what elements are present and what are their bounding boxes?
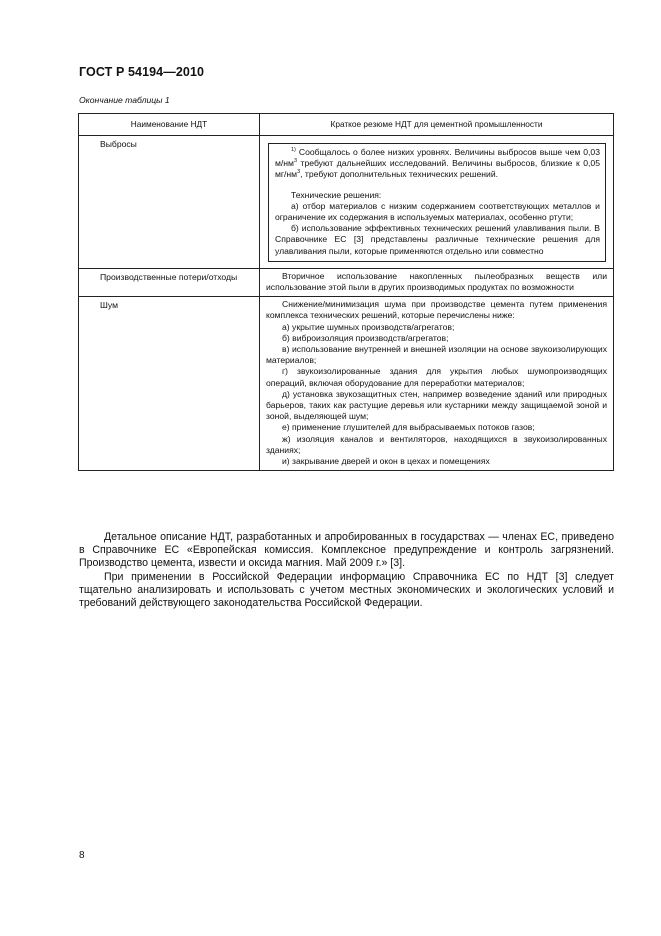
noise-item: ж) изоляция каналов и вентиляторов, находящихся в звукоизолированных зданиях; (266, 433, 607, 455)
footnote-part-2: требуют дальнейших исследований. Величины выбросов, близкие к 0,05 мг/нм (275, 158, 600, 180)
losses-text: Вторичное использование накопленных пылеобразных веществ или использование этой пыли в других производимых продуктах по возможности (266, 270, 607, 293)
body-paragraph: При применении в Российской Федерации информацию Справочника ЕС по НДТ [3] следует тщательно анализировать и использовать с учетом местных экономических и экологических условий и требований действующего законодательства Российской Федерации. (79, 570, 614, 610)
solution-a: а) отбор материалов с низким содержанием соответствующих металлов и ограничение их содержания в используемых материалах, особенно ртути; (275, 200, 600, 223)
footnote-part-1: Сообщалось о более низких уровнях. Величины выбросов выше чем 0,03 м/нм (275, 147, 600, 169)
table-header-row (79, 114, 614, 136)
body-paragraph: Детальное описание НДТ, разработанных и апробированных в государствах — членах ЕС, приведено в Справочнике ЕС «Европейская комиссия. Комплексное предупреждение и контроль загрязнений. Производство цемента, извести и оксида магния. Май 2009 г.» [3]. (79, 531, 614, 570)
body-text (79, 531, 614, 610)
noise-intro: Снижение/минимизация шума при производстве цемента путем применения комплекса технических решений, которые перечислены ниже: (266, 299, 607, 321)
page-number: 8 (79, 850, 85, 861)
table-row (79, 136, 614, 269)
superscript-3b: 3 (297, 169, 301, 176)
row-desc-noise (260, 297, 614, 471)
row-name-noise: Шум (79, 297, 260, 471)
col-header-name: Наименование НДТ (79, 114, 260, 136)
noise-item: в) использование внутренней и внешней изоляции на основе звукоизолирующих материалов; (266, 344, 607, 366)
footnote-part-3: , требуют дополнительных технических решений. (300, 169, 499, 180)
table-caption: Окончание таблицы 1 (79, 95, 170, 105)
table-row (79, 268, 614, 296)
standard-number: ГОСТ Р 54194—2010 (79, 65, 205, 79)
col-header-summary: Краткое резюме НДТ для цементной промышленности (260, 114, 614, 136)
bat-table (78, 113, 614, 471)
superscript-3a: 3 (293, 158, 298, 165)
row-name-emissions: Выбросы (79, 136, 260, 269)
row-desc-emissions (260, 136, 614, 269)
footnote-mark: 1) (291, 147, 296, 153)
noise-item: и) закрывание дверей и окон в цехах и помещениях (282, 456, 490, 467)
noise-item: д) установка звукозащитных стен, например возведение зданий или природных барьеров, таких как растущие деревья или кустарники между защищаемой зоной и зоной, выделяющей шум; (266, 388, 607, 422)
footnote-box (268, 143, 606, 262)
noise-item: г) звукоизолированные здания для укрытия любых шумопроизводящих операций, включая оборудование для переработки материалов; (266, 366, 607, 388)
row-name-losses: Производственные потери/отходы (79, 268, 260, 296)
footnote-text (275, 147, 600, 181)
noise-item: а) укрытие шумных производств/агрегатов; (282, 321, 455, 332)
solutions-title: Технические решения: (291, 189, 382, 200)
row-desc-losses (260, 268, 614, 296)
noise-item: б) виброизоляция производств/агрегатов; (282, 332, 449, 343)
noise-item: е) применение глушителей для выбрасываемых потоков газов; (282, 422, 535, 433)
solution-b: б) использование эффективных технических решений улавливания пыли. В Справочнике ЕС [3] представлены различные технические решения для улавливания пыли, которые применяются отдельно или совместно (275, 223, 600, 256)
table-row (79, 297, 614, 471)
